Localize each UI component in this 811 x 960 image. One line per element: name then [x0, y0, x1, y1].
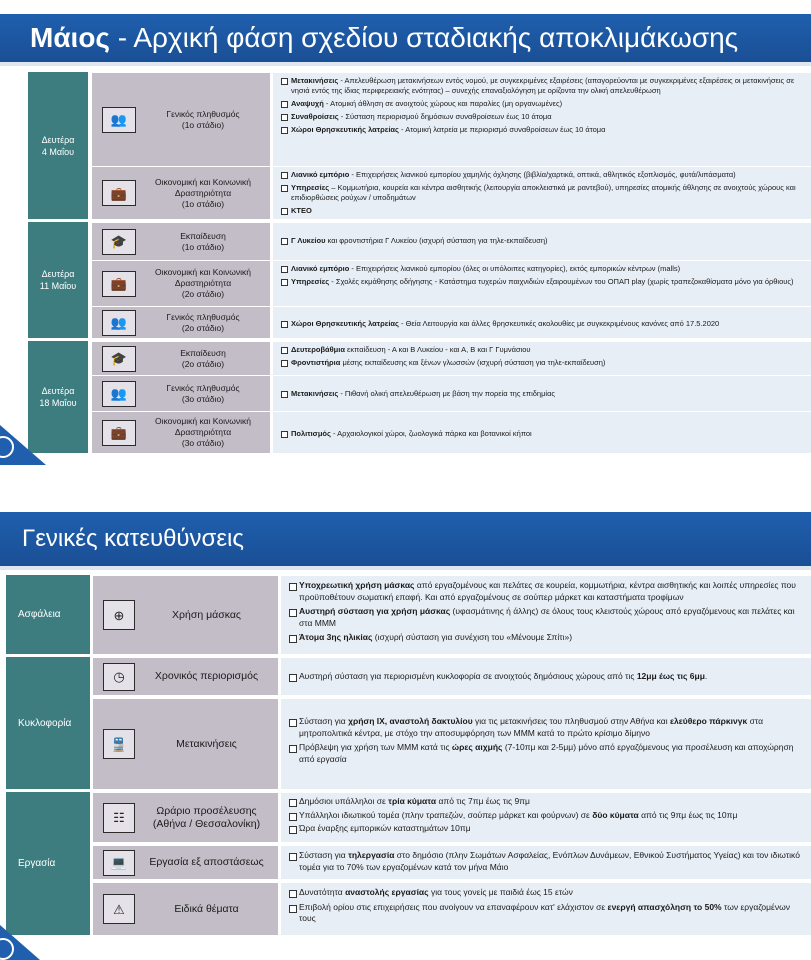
list-item: Αυστηρή σύσταση για χρήση μάσκας (υφασμάτινης ή άλλης) σε όλους τους κλειστούς χώρους από εργαζόμενους και πελάτες και στα ΜΜΜ: [289, 606, 807, 629]
briefcase-icon: 💼: [102, 420, 136, 446]
list-item: Συναθροίσεις - Σύσταση περιορισμού δημόσιων συναθροίσεων έως 10 άτομα: [281, 112, 807, 122]
list-item: Χώροι Θρησκευτικής λατρείας - Ατομική λατρεία με περιορισμό συναθροίσεων έως 10 άτομα: [281, 125, 807, 135]
section-work: Εργασία: [6, 792, 90, 935]
list-item: Γ Λυκείου και φροντιστήρια Γ Λυκείου (ισχυρή σύσταση για τηλε-εκπαίδευση): [281, 236, 807, 246]
list-item: Πρόβλεψη για χρήση των ΜΜΜ κατά τις ώρες αιχμής (7-10πμ και 2-5μμ) μόνο από εργαζόμενους για προσέλευση και αποχώρηση από εργασία: [289, 742, 807, 765]
measures-mask-use: [281, 575, 811, 654]
category-movements: 🚆 Μετακινήσεις: [93, 698, 278, 789]
section-traffic: Κυκλοφορία: [6, 657, 90, 789]
list-item: Μετακινήσεις - Απελευθέρωση μετακινήσεων εντός νομού, με συγκεκριμένες εξαιρέσεις (απαγορεύονται με συγκεκριμένες εξαιρέσεις οι μετακινήσεις σε νησιά εντός της ίδιας περιφερειακής ενότητας) – συνεχής επαναξιολόγηση με ορίζοντα την ολική απελευθέρωση: [281, 76, 807, 96]
students-icon: 🎓: [102, 229, 136, 255]
measures-general-population-3: [273, 375, 811, 411]
category-general-population-1: 👥 Γενικός πληθυσμός (1ο στάδιο): [92, 72, 270, 166]
category-arrival-schedule: ☷ Ωράριο προσέλευσης (Αθήνα / Θεσσαλονίκη): [93, 792, 278, 842]
category-general-population-3: 👥 Γενικός πληθυσμός (3ο στάδιο): [92, 375, 270, 411]
category-economic-activity-1: 💼 Οικονομική και Κοινωνική Δραστηριότητα (1ο στάδιο): [92, 166, 270, 219]
category-education-2: 🎓 Εκπαίδευση (2ο στάδιο): [92, 341, 270, 375]
measures-special-issues: [281, 882, 811, 935]
train-icon: 🚆: [103, 729, 135, 759]
list-item: Λιανικό εμπόριο - Επιχειρήσεις λιανικού εμπορίου χαμηλής όχλησης (βιβλία/χαρτικά, οπτικά, αθλητικός εξοπλισμός, φυτά/λιπάσματα): [281, 170, 807, 180]
measures-remote-work: [281, 845, 811, 879]
section-title: Γενικές κατευθύνσεις: [22, 525, 244, 552]
list-item: Υπηρεσίες - Σχολές εκμάθησης οδήγησης - Κατάστημα τυχερών παιχνιδιών εξαιρουμένων του ΟΠΑΠ play (χωρίς τραπεζοκαθίσματα μόνο για όρθιους): [281, 277, 807, 287]
mask-icon: ⊕: [103, 600, 135, 630]
list-item: Δευτεροβάθμια εκπαίδευση - Α και Β Λυκείου - και Α, Β και Γ Γυμνάσιου: [281, 345, 807, 355]
category-mask-use: ⊕ Χρήση μάσκας: [93, 575, 278, 654]
list-item: Υπάλληλοι ιδιωτικού τομέα (πλην τραπεζών, σούπερ μάρκετ και φούρνων) σε δύο κύματα από τις 9πμ έως τις 10πμ: [289, 810, 807, 822]
list-item: Δυνατότητα αναστολής εργασίας για τους γονείς με παιδιά έως 15 ετών: [289, 887, 807, 899]
measures-general-population-1: [273, 72, 811, 166]
measures-economic-activity-1: [273, 166, 811, 219]
list-item: Χώροι Θρησκευτικής λατρείας - Θεία Λειτουργία και άλλες θρησκευτικές ακολουθίες με συγκεκριμένους κανόνες από 17.5.2020: [281, 319, 807, 329]
students-icon: 🎓: [102, 346, 136, 372]
measures-arrival-schedule: [281, 792, 811, 842]
measures-education-1: [273, 222, 811, 260]
list-item: Ώρα έναρξης εμπορικών καταστημάτων 10πμ: [289, 823, 807, 835]
section-safety: Ασφάλεια: [6, 575, 90, 654]
list-item: Λιανικό εμπόριο - Επιχειρήσεις λιανικού εμπορίου (όλες οι υπόλοιπες κατηγορίες), εκτός εμπορικών κέντρων (malls): [281, 264, 807, 274]
list-item: Μετακινήσεις - Πιθανή ολική απελευθέρωση με βάση την πορεία της επιδημίας: [281, 389, 807, 399]
day-cell-may-4: Δευτέρα 4 Μαΐου: [28, 72, 88, 219]
list-item: Σύσταση για τηλεργασία στο δημόσιο (πλην Σωμάτων Ασφαλείας, Ενόπλων Δυνάμεων, Εθνικού Συστήματος Υγείας) και τον ιδιωτικό τομέα για το 70% των εργαζομένων κατά τον μήνα Μάιο: [289, 850, 807, 873]
sliders-icon: ☷: [103, 803, 135, 833]
list-item: Υποχρεωτική χρήση μάσκας από εργαζομένους και πελάτες σε κουρεία, κομμωτήρια, κέντρα αισθητικής και λοιπές υπηρεσίες που προϋποθέτουν σωματική επαφή. Και από εργαζομένους σε σούπερ μάρκετ και καταστήματα τροφίμων: [289, 580, 807, 603]
list-item: Πολιτισμός - Αρχαιολογικοί χώροι, ζωολογικά πάρκα και βοτανικοί κήποι: [281, 429, 807, 439]
measures-education-2: [273, 341, 811, 375]
measures-movements: [281, 698, 811, 789]
category-economic-activity-3: 💼 Οικονομική και Κοινωνική Δραστηριότητα (3ο στάδιο): [92, 411, 270, 453]
category-remote-work: 💻 Εργασία εξ αποστάσεως: [93, 845, 278, 879]
clock-icon: ◷: [103, 663, 135, 691]
category-time-restriction: ◷ Χρονικός περιορισμός: [93, 657, 278, 695]
may-title-banner: [0, 14, 811, 62]
day-cell-may-11: Δευτέρα 11 Μαΐου: [28, 222, 88, 338]
list-item: Δημόσιοι υπάλληλοι σε τρία κύματα από τις 7πμ έως τις 9πμ: [289, 796, 807, 808]
laptop-icon: 💻: [103, 850, 135, 876]
measures-economic-activity-2: [273, 260, 811, 306]
people-icon: 👥: [102, 381, 136, 407]
banner-shadow: [0, 566, 811, 570]
list-item: Αναψυχή - Ατομική άθληση σε ανοιχτούς χώρους και παραλίες (μη οργανωμένες): [281, 99, 807, 109]
category-education-1: 🎓 Εκπαίδευση (1ο στάδιο): [92, 222, 270, 260]
measures-general-population-2: [273, 306, 811, 338]
page-title: Μάιος - Αρχική φάση σχεδίου σταδιακής αποκλιμάκωσης: [30, 22, 739, 53]
list-item: Αυστηρή σύσταση για περιορισμένη κυκλοφορία σε ανοιχτούς δημόσιους χώρους από τις 12μμ έως τις 6μμ.: [289, 671, 807, 683]
banner-shadow: [0, 62, 811, 66]
category-economic-activity-2: 💼 Οικονομική και Κοινωνική Δραστηριότητα (2ο στάδιο): [92, 260, 270, 306]
warning-icon: ⚠: [103, 894, 135, 924]
list-item: ΚΤΕΟ: [281, 206, 807, 216]
day-cell-may-18: Δευτέρα 18 Μαΐου: [28, 341, 88, 453]
briefcase-icon: 💼: [102, 271, 136, 297]
measures-time-restriction: [281, 657, 811, 695]
list-item: Άτομα 3ης ηλικίας (ισχυρή σύσταση για συνέχιση του «Μένουμε Σπίτι»): [289, 632, 807, 644]
category-special-issues: ⚠ Ειδικά θέματα: [93, 882, 278, 935]
measures-economic-activity-3: [273, 411, 811, 453]
briefcase-icon: 💼: [102, 180, 136, 206]
list-item: Υπηρεσίες – Κομμωτήρια, κουρεία και κέντρα αισθητικής (λειτουργία αποκλειστικά με ραντεβού), υπηρεσίες ατομικής άθλησης σε ανοιχτούς χώρους και επιδιορθώσεις ρούχων / υποδημάτων: [281, 183, 807, 203]
category-general-population-2: 👥 Γενικός πληθυσμός (2ο στάδιο): [92, 306, 270, 338]
people-icon: 👥: [102, 107, 136, 133]
list-item: Σύσταση για χρήση ΙΧ, αναστολή δακτυλίου για τις μετακινήσεις του πληθυσμού στην Αθήνα και ελεύθερο πάρκινγκ στα μητροπολιτικά κέντρα, με στόχο την αποσυμφόρηση των ΜΜΜ κατά το πρώτο κρίσιμο δίμηνο: [289, 716, 807, 739]
people-icon: 👥: [102, 310, 136, 336]
list-item: Επιβολή ορίου στις επιχειρήσεις που ανοίγουν να επαναφέρουν κατ' ελάχιστον σε ενεργή απασχόληση το 50% των εργαζομένων τους: [289, 902, 807, 925]
list-item: Φροντιστήρια μέσης εκπαίδευσης και ξένων γλωσσών (ισχυρή σύσταση για τηλε-εκπαίδευση): [281, 358, 807, 368]
general-title-banner: [0, 512, 811, 566]
